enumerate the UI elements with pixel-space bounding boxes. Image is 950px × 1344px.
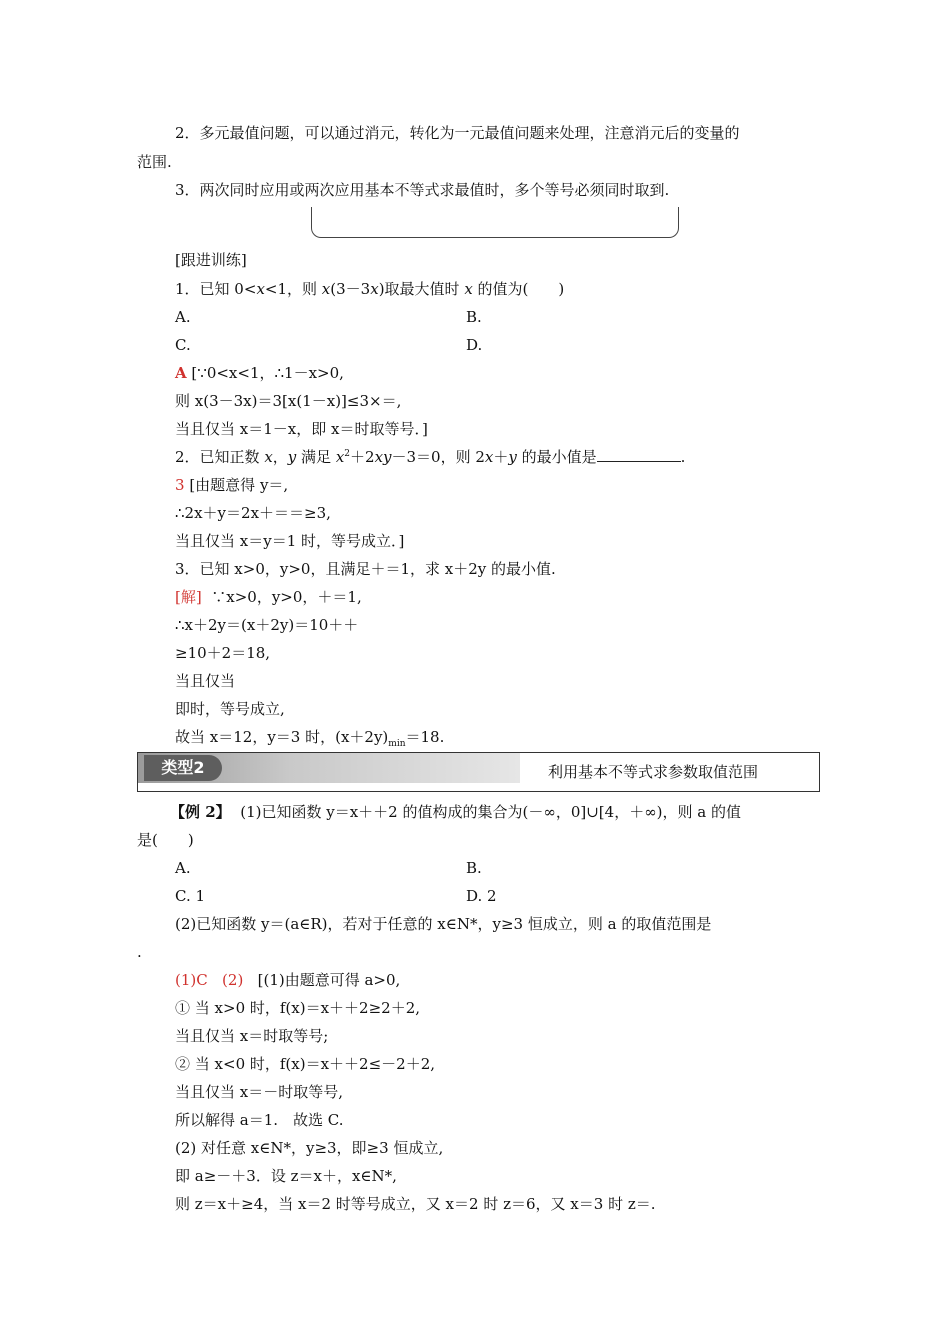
q1-solution-line3: 当且仅当 x＝1－x，即 x＝时取等号．] — [175, 420, 428, 438]
q3-stem: 3．已知 x>0，y>0，且满足＋＝1，求 x＋2y 的最小值. — [175, 560, 556, 578]
ex2-option-b: B. — [466, 859, 482, 877]
example2-part2-line1: (2)已知函数 y＝(a∈R)，若对于任意的 x∈N*，y≥3 恒成立，则 a 的取值范围是 — [175, 915, 712, 933]
ex2-answer-1: (1)C — [175, 971, 208, 989]
practice-heading: [跟进训练] — [175, 251, 247, 269]
q1-option-d: D. — [466, 336, 483, 354]
ex2-solution-line8: 即 a≥－＋3．设 z＝x＋，x∈N*, — [175, 1167, 397, 1185]
q3-solution-line4: 当且仅当 — [175, 672, 236, 690]
q1-option-c: C. — [175, 336, 191, 354]
type-tag-band — [138, 753, 520, 783]
ex2-solution-line4: ② 当 x<0 时，f(x)＝x＋＋2≤－2＋2, — [175, 1055, 436, 1073]
ex2-solution-line3: 当且仅当 x＝时取等号; — [175, 1027, 329, 1045]
q3-solution-line6: 故当 x＝12，y＝3 时，$(x+2y)_{min}=18$. — [175, 728, 445, 749]
q1-solution-line2: 则 x(3－3x)＝3[x(1－x)]≤3×＝, — [175, 392, 402, 410]
q2-stem: 2．已知正数 x，y 满足 $x^2+2xy-3=0$，则 2x＋y 的最小值是 . — [175, 448, 686, 466]
ex2-answer-2: (2) — [222, 971, 244, 989]
example-label: 【例 2】 — [170, 803, 231, 821]
example2-part1-line2: 是( ) — [137, 831, 194, 849]
ex2-solution-line9: 则 z＝x＋≥4，当 x＝2 时等号成立，又 x＝2 时 z＝6，又 x＝3 时 z＝. — [175, 1195, 656, 1213]
q2-solution-line3: 当且仅当 x＝y＝1 时，等号成立．] — [175, 532, 405, 550]
type-badge: 类型2 — [144, 755, 222, 781]
q3-solution-line1: [解] ∵x>0，y>0，＋＝1, — [175, 588, 362, 606]
ex2-solution-line7: (2) 对任意 x∈N*，y≥3，即≥3 恒成立, — [175, 1139, 444, 1157]
q1-answer: A — [175, 364, 187, 382]
tip-2-line1: 2．多元最值问题，可以通过消元，转化为一元最值问题来处理，注意消元后的变量的 — [175, 124, 740, 142]
q3-solution-line3: ≥10＋2＝18, — [175, 644, 271, 662]
ex2-option-a: A. — [175, 859, 191, 877]
bracket-divider — [311, 207, 679, 238]
ex2-solution-line1: (1)C (2) [(1)由题意可得 a>0, — [175, 971, 401, 989]
q2-solution-line1: 3 [由题意得 y＝, — [175, 476, 289, 494]
ex2-option-d: D. 2 — [466, 887, 497, 905]
example2-part1-line1: 【例 2】 (1)已知函数 y＝x＋＋2 的值构成的集合为(－∞，0]∪[4，＋∞)，则 a 的值 — [170, 803, 742, 821]
ex2-solution-line6: 所以解得 a＝1. 故选 C. — [175, 1111, 344, 1129]
ex2-solution-line5: 当且仅当 x＝－时取等号, — [175, 1083, 343, 1101]
q3-solution-line5: 即时，等号成立, — [175, 700, 285, 718]
example2-part2-line2: . — [137, 943, 142, 961]
q3-solution-line2: ∴x＋2y＝(x＋2y)＝10＋＋ — [175, 616, 359, 634]
ex2-solution-line2: ① 当 x>0 时，f(x)＝x＋＋2≥2＋2, — [175, 999, 421, 1017]
solve-label: [解] — [175, 588, 202, 606]
q1-stem: 1．已知 0<x<1，则 x(3－3x)取最大值时 x 的值为( ) — [175, 280, 565, 298]
tip-3: 3．两次同时应用或两次应用基本不等式求最值时，多个等号必须同时取到. — [175, 181, 670, 199]
answer-blank — [597, 447, 681, 462]
tip-2-line2: 范围. — [137, 153, 172, 171]
ex2-option-c: C. 1 — [175, 887, 206, 905]
q1-option-b: B. — [466, 308, 482, 326]
q1-solution-line1: A [∵0<x<1，∴1－x>0, — [175, 364, 344, 382]
q2-answer: 3 — [175, 476, 185, 494]
section-type-banner — [137, 752, 820, 792]
q2-solution-line2: ∴2x＋y＝2x＋＝＝≥3, — [175, 504, 331, 522]
q1-option-a: A. — [175, 308, 191, 326]
type-title: 利用基本不等式求参数取值范围 — [548, 763, 759, 781]
